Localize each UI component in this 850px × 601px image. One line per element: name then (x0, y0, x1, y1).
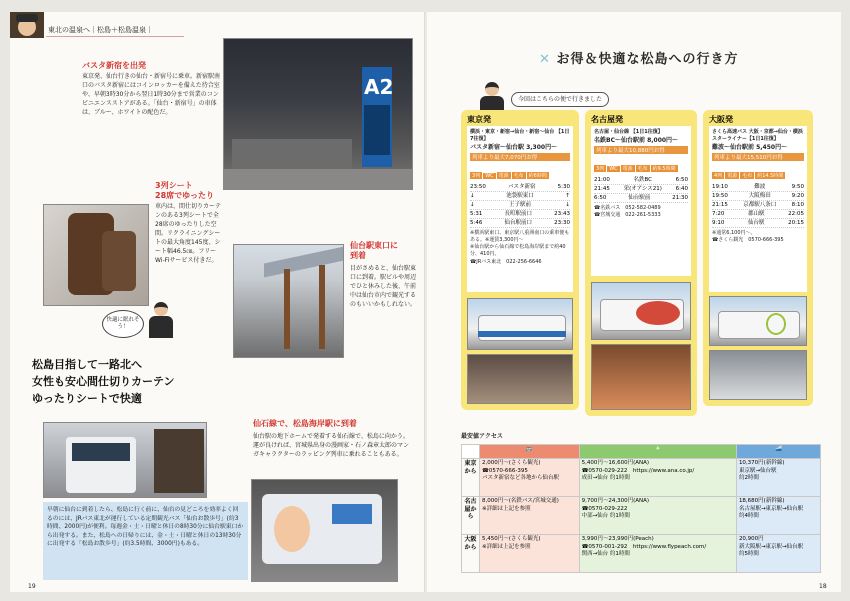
timetable-cell: ↓ (470, 193, 475, 199)
timetable-cell: 19:10 (712, 184, 728, 190)
route-head-nagoya: 名古屋発 (591, 115, 623, 124)
section-body-shinjuku: 東京発、仙台行きの仙台・新宿号に乗車。新宿駅南口のバスタ新宿にはコインロッカーを備えた待合室や、早朝3時30分から翌日1時30分まで営業のコンビニエンスストアがある。「仙台・新宿号」の車体は、ブルー、ホワイトの配色だ。 (82, 73, 221, 116)
route-foot-nagoya: ☎名鉄バス 052-582-0489 ☎宮城交通 022-261-5333 (594, 205, 661, 218)
timetable-cell: 23:30 (554, 220, 570, 226)
timetable-cell: ↑ (565, 193, 570, 199)
timetable-row (712, 219, 804, 228)
person-illustration (146, 302, 176, 338)
timetable-row (470, 183, 570, 192)
section-title-shinjuku: バスタ新宿を出発 (82, 61, 146, 70)
access-cell-from: 東京から (462, 459, 480, 497)
timetable-row (712, 183, 804, 192)
timetable-row (712, 210, 804, 219)
route-fare-nagoya: 名鉄BC〜仙台駅前 8,000円〜 (594, 137, 679, 144)
timetable-row (594, 185, 688, 194)
route-card-nagoya: 名古屋発 名古屋・仙台線 【1日1往復】 名鉄BC〜仙台駅前 8,000円〜 列車より最大10,880円お得 3列 WC 電源 毛布 約9.5時間 21:00 名鉄BC 6:50 21:45 栄(オアシス21) 6:40 6:50 仙台駅前 21:30 ☎名鉄バス 052-582-0489 ☎宮城交通 022-261-5333 (585, 110, 697, 416)
interior-photo-osaka (709, 350, 807, 400)
gate-sign: A2 (364, 75, 394, 99)
access-table (461, 444, 821, 573)
timetable-cell: 21:00 (594, 177, 610, 183)
timetable-cell: 仙台駅 (747, 220, 765, 226)
route-note-nagoya: 列車より最大10,880円お得 (594, 146, 688, 154)
access-row (462, 497, 821, 535)
timetable-cell: 20:15 (788, 220, 804, 226)
right-page (427, 12, 841, 592)
access-cell-train: 20,900円 新大阪駅→東京駅→仙台駅 約5時間 (736, 535, 820, 573)
section-body-senseki: 仙台駅の地下ホームで発着する仙石線で、松島に向かう。運が良ければ、宮城県出身の漫画家・石ノ森章太郎のマンガキャラクターのラッピング列車に乗れることもある。 (253, 433, 410, 458)
timetable-cell: 5:31 (470, 211, 483, 217)
timetable-cell: 京都駅八条口 (743, 202, 777, 208)
access-row (462, 535, 821, 573)
timetable-row (712, 201, 804, 210)
route-foot-osaka: ※通常6,100円〜。 ☎さくら観光 0570-666-395 (712, 230, 784, 243)
section-title-sendai-2: 到着 (350, 251, 366, 260)
seat-photo (43, 204, 149, 306)
route-tel-tokyo: ☎JRバス東北 022-256-6646 (470, 259, 542, 265)
interior-photo-tokyo (467, 354, 573, 404)
timetable-cell: 9:50 (791, 184, 804, 190)
timetable-cell: 21:45 (594, 186, 610, 192)
timetable-cell: 長町駅前口 (504, 211, 532, 217)
interior-photo-nagoya (591, 344, 691, 410)
sendai-station-photo (233, 244, 344, 358)
route-fare-osaka: 難波〜仙台駅前 5,450円〜 (712, 144, 788, 151)
left-page (10, 12, 425, 592)
timetable-row (470, 219, 570, 228)
route-card-osaka: 大阪発 さくら高速バス 大阪・京都→仙台・横浜 スターライナー【1日1往復】 難波〜仙台駅前 5,450円〜 列車より最大15,510円お得 4列 電源 毛布 約14.5時間 19:10 難波 9:50 19:50 大阪梅田 9:20 21:15 京都駅八条口 8:10 7:20 郡山駅 22:05 9:10 仙台駅 20:15 ※通常6,100円〜。 ☎さくら観光 0570-666-395 (703, 110, 813, 406)
timetable-cell: 難波 (754, 184, 766, 190)
timetable-cell: 5:30 (557, 184, 570, 190)
timetable-row (470, 201, 570, 210)
timetable-cell: 6:50 (594, 195, 607, 201)
timetable-cell: 19:50 (712, 193, 728, 199)
timetable-cell: 9:20 (791, 193, 804, 199)
section-title-sendai: 仙台駅東口に (350, 241, 398, 250)
timetable-cell: 王子駅前 (508, 202, 531, 208)
timetable-cell: 22:05 (788, 211, 804, 217)
timetable-osaka (712, 183, 804, 228)
timetable-cell: 21:15 (712, 202, 728, 208)
bus-photo-osaka (709, 296, 807, 346)
bus-terminal-photo (223, 38, 413, 190)
route-name-nagoya: 名古屋・仙台線 【1日1往復】 (594, 129, 663, 135)
bus-icon: 🚌 (480, 445, 580, 459)
access-cell-train: 10,370円(新幹線) 東京駅→仙台駅 約2時間 (736, 459, 820, 497)
timetable-cell: 7:20 (712, 211, 725, 217)
timetable-cell: 仙台駅前口 (504, 220, 532, 226)
train-icon: 🚄 (736, 445, 820, 459)
section-body-sendai: 目がさめると、仙台駅東口に到着。駅ビルや周辺でひと休みした後、午前中は仙台市内で観光するのもいいかもしれない。 (350, 265, 417, 308)
timetable-cell: 21:30 (672, 195, 688, 201)
timetable-nagoya (594, 176, 688, 203)
page-title: ✕ お得＆快適な松島への行き方 (539, 52, 739, 67)
plane-icon: ✈ (579, 445, 736, 459)
access-cell-from: 大阪から (462, 535, 480, 573)
timetable-cell: 6:50 (675, 177, 688, 183)
timetable-cell: 名鉄BC (633, 177, 653, 183)
timetable-cell: 郡山駅 (747, 211, 765, 217)
timetable-row (712, 192, 804, 201)
access-cell-bus: 2,000円〜(さくら観光) ☎0570-666-395 バスタ新宿など各地から仙台駅 (480, 459, 580, 497)
train-photo (251, 479, 398, 582)
page-number-right: 18 (819, 583, 827, 590)
route-card-tokyo: 東京発 横浜・東京・新宿→仙台・新宿〜仙台 【1日7往復】 バスタ新宿〜仙台駅 3,300円〜 列車より最大7,070円お得 3列 WC 電源 毛布 約6時間 23:50 バスタ新宿 5:30 ↓ 池袋駅東口 ↑ ↓ 王子駅前 ↓ 5:31 長町駅前口 23:43 5:46 仙台駅前口 23:30 ※横浜駅東口、東京駅八重洲南口の乗車便もある。※運賃3,300円〜 ※仙台駅から仙石線で松島海岸駅まで約40分、410円。 ☎JRバス東北 022-256-6646 (461, 110, 579, 410)
bus-photo-nagoya (591, 282, 691, 340)
breadcrumb: 東北の温泉へ｜松島＋松島温泉｜ (48, 26, 153, 34)
access-cell-bus: 8,000円〜(名鉄バス/宮城交通) ※詳細は上記を参照 (480, 497, 580, 535)
timetable-tokyo (470, 183, 570, 228)
access-title: 最安値アクセス (461, 433, 503, 440)
timetable-cell: バスタ新宿 (507, 184, 536, 190)
route-foot-tokyo: ※横浜駅東口、東京駅八重洲南口の乗車便もある。※運賃3,300円〜 ※仙台駅から仙石線で松島海岸駅まで約40分、410円。 (470, 230, 570, 257)
route-head-osaka: 大阪発 (709, 115, 733, 124)
timetable-cell: 仙台駅前 (628, 195, 651, 201)
bus-front-photo (43, 422, 207, 498)
page-number: 19 (28, 583, 36, 590)
access-cell-plane: 5,400円〜16,600円(ANA) ☎0570-029-222 https://www.ana.co.jp/ 成田→仙台 約1時間 (579, 459, 736, 497)
timetable-cell: 9:10 (712, 220, 725, 226)
route-head-tokyo: 東京発 (467, 115, 491, 124)
route-note-tokyo: 列車より最大7,070円お得 (470, 153, 570, 161)
timetable-cell: 5:46 (470, 220, 483, 226)
access-cell-bus: 5,450円〜(さくら観光) ※詳細は上記を参照 (480, 535, 580, 573)
section-title-seats-2: 28席でゆったり (155, 191, 215, 200)
section-title-seats: 3列シート (155, 181, 193, 190)
timetable-cell: 大阪梅田 (748, 193, 771, 199)
access-row (462, 459, 821, 497)
timetable-cell: ↓ (470, 202, 475, 208)
timetable-cell: ↓ (565, 202, 570, 208)
route-name-osaka: さくら高速バス 大阪・京都→仙台・横浜 スターライナー【1日1往復】 (712, 129, 803, 142)
route-note-osaka: 列車より最大15,510円お得 (712, 153, 804, 161)
timetable-cell: 6:40 (675, 186, 688, 192)
access-cell-plane: 9,700円〜24,300円(ANA) ☎0570-029-222 中部→仙台 約1時間 (579, 497, 736, 535)
speech-bubble: 快適に眠れそう！ (102, 310, 144, 338)
bus-photo-tokyo (467, 298, 573, 350)
timetable-cell: 23:50 (470, 184, 486, 190)
headline: 松島目指して一路北へ 女性も安心間仕切りカーテン ゆったりシートで快適 (32, 358, 175, 405)
route-name-tokyo: 横浜・東京・新宿→仙台・新宿〜仙台 【1日7往復】 (470, 129, 570, 142)
timetable-cell: 23:43 (554, 211, 570, 217)
avatar (10, 12, 44, 38)
tour-bus-info: 早朝に仙台に到着したら、松島に行く前に、仙台の見どころを効率よく回るのには、JRバス東北が運行している定期観光バス「仙台お散歩号」(約3時間、2000円)が便利。毎週金・土・日曜と休日の8時30分に仙台駅東口から出発する。また、松島への日帰りには、金・土・日曜と休日の13時30分に出発する「松島お散歩号」(約3.5時間、3000円)もある。 (43, 502, 248, 580)
access-cell-from: 名古屋から (462, 497, 480, 535)
timetable-row (594, 176, 688, 185)
access-cell-train: 18,680円(新幹線) 名古屋駅→東京駅→仙台駅 約4時間 (736, 497, 820, 535)
route-fare-tokyo: バスタ新宿〜仙台駅 3,300円〜 (470, 144, 558, 151)
today-bubble: 今回はこちらの便で行きました (511, 92, 609, 107)
timetable-cell: 栄(オアシス21) (623, 186, 662, 192)
timetable-cell: 8:10 (791, 202, 804, 208)
section-title-senseki: 仙石線で、松島海岸駅に到着 (253, 419, 357, 428)
access-cell-plane: 3,990円〜23,990円(Peach) ☎0570-001-292 https://www.flypeach.com/ 関西→仙台 約1時間 (579, 535, 736, 573)
timetable-row (470, 210, 570, 219)
timetable-row (594, 194, 688, 203)
timetable-cell: 池袋駅東口 (506, 193, 534, 199)
section-body-seats: 車内は、間仕切りカーテンのある3列シートで全28席のゆったりした空間。リクライニングシートの最大角度145度、シート幅46.5㎝。フリーWi-Fiサービス付きだ。 (155, 203, 222, 264)
timetable-row (470, 192, 570, 201)
